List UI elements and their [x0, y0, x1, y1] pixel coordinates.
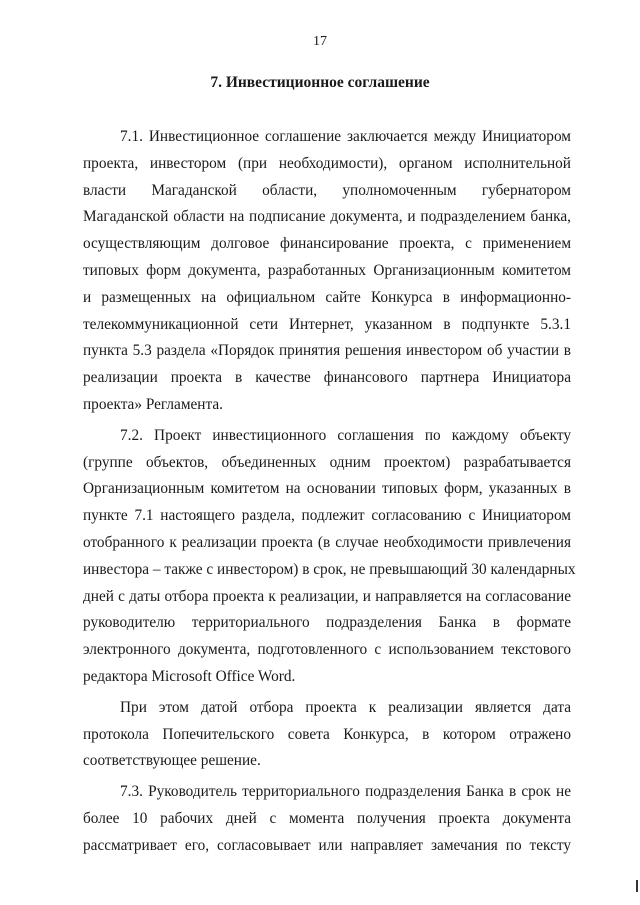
text-line: и размещенных на официальном сайте Конкурса в информационно- — [83, 288, 571, 306]
text-line: дней с даты отбора проекта к реализации, и направляется на согласование — [83, 587, 571, 605]
text-line: осуществляющим долговое финансирование проекта, с применением — [83, 235, 571, 253]
text-line: отобранного к реализации проекта (в случае необходимости привлечения — [83, 533, 571, 551]
text-line: 7.3. Руководитель территориального подразделения Банка в срок не — [120, 783, 571, 801]
text-line: пункта 5.3 раздела «Порядок принятия решения инвестором об участии в — [83, 342, 571, 360]
text-line: более 10 рабочих дней с момента получения проекта документа — [83, 809, 571, 827]
paragraph-7-3 — [83, 779, 571, 859]
text-line: (группе объектов, объединенных одним проектом) разрабатывается — [83, 453, 571, 471]
text-line: электронного документа, подготовленного с использованием текстового — [83, 641, 571, 659]
text-line: 7.2. Проект инвестиционного соглашения по каждому объекту — [120, 426, 571, 444]
text-line: рассматривает его, согласовывает или направляет замечания по тексту — [83, 836, 571, 854]
body-text — [83, 124, 576, 860]
text-line: типовых форм документа, разработанных Организационным комитетом — [83, 261, 571, 279]
text-line: Организационным комитетом на основании типовых форм, указанных в — [83, 480, 571, 498]
text-line: власти Магаданской области, уполномоченным губернатором — [83, 181, 571, 199]
text-line: телекоммуникационной сети Интернет, указанном в подпункте 5.3.1 — [83, 315, 571, 333]
text-line: проекта, инвестором (при необходимости), органом исполнительной — [83, 154, 571, 172]
text-line: реализации проекта в качестве финансового партнера Инициатора — [83, 369, 571, 387]
text-line: При этом датой отбора проекта к реализации является дата — [120, 698, 571, 716]
text-line: редактора Microsoft Office Word. — [83, 667, 296, 685]
page-number: 17 — [313, 34, 327, 49]
text-line: Магаданской области на подписание документа, и подразделением банка, — [83, 208, 571, 226]
text-line: пункте 7.1 настоящего раздела, подлежит согласованию с Инициатором — [83, 507, 571, 525]
text-line: 7.1. Инвестиционное соглашение заключается между Инициатором — [120, 128, 571, 145]
text-line: соответствующее решение. — [83, 752, 261, 770]
paragraph-selection-date — [83, 695, 571, 775]
text-line: проекта» Регламента. — [83, 395, 223, 413]
text-line: руководителю территориального подразделения Банка в формате — [83, 614, 571, 632]
text-line: инвестора – также с инвестором) в срок, не превышающий 30 календарных — [83, 560, 576, 578]
paragraph-7-2 — [83, 423, 576, 691]
text-line: протокола Попечительского совета Конкурса, в котором отражено — [83, 725, 571, 743]
scan-edge-mark — [636, 880, 638, 892]
section-heading: 7. Инвестиционное соглашение — [210, 74, 430, 91]
paragraph-7-1 — [83, 124, 571, 419]
